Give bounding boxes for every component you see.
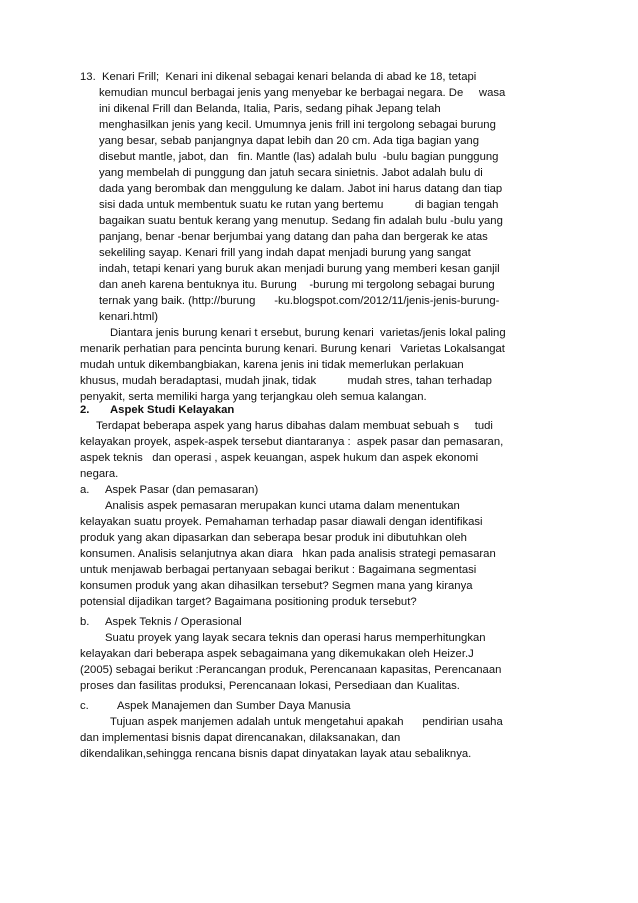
text-line: Terdapat beberapa aspek yang harus dibahas dalam membuat sebuah s tudi (96, 420, 493, 432)
text-line: yang membelah di punggung dan jatuh secara sinietnis. Jabot adalah bulu di (99, 167, 483, 179)
text-line: ini dikenal Frill dan Belanda, Italia, Paris, sedang pihak Jepang telah (99, 103, 441, 115)
subsection-heading: Aspek Pasar (dan pemasaran) (105, 484, 259, 496)
text-line: Suatu proyek yang layak secara teknis dan operasi harus memperhitungkan (105, 632, 486, 644)
text-line: konsumen produk yang akan dihasilkan tersebut? Segmen mana yang kiranya (80, 580, 473, 592)
text-line: Diantara jenis burung kenari t ersebut, burung kenari varietas/jenis lokal paling (110, 327, 506, 339)
text-line: dikendalikan,sehingga rencana bisnis dapat dinyatakan layak atau sebaliknya. (80, 748, 472, 760)
text-line: yang besar, sebab panjangnya dapat lebih dan 20 cm. Ada tiga bagian yang (99, 135, 479, 147)
text-line: penyakit, serta memiliki harga yang terjangkau oleh semua kalangan. (80, 391, 427, 403)
subsection-letter: c. (80, 700, 89, 712)
text-line: dan implementasi bisnis dapat direncanakan, dilaksanakan, dan (80, 732, 401, 744)
text-line: indah, tetapi kenari yang buruk akan menjadi burung yang memberi kesan ganjil (99, 263, 500, 275)
section-heading: Aspek Studi Kelayakan (110, 404, 235, 416)
text-line: produk yang akan dipasarkan dan seberapa besar produk ini dibutuhkan oleh (80, 532, 467, 544)
text-line: kenari.html) (99, 311, 159, 323)
text-line: ternak yang baik. (http://burung -ku.blogspot.com/2012/11/jenis-jenis-burung- (99, 295, 500, 307)
text-line: negara. (80, 468, 119, 480)
text-line: 13. Kenari Frill; Kenari ini dikenal sebagai kenari belanda di abad ke 18, tetapi (80, 71, 477, 83)
subsection-letter: a. (80, 484, 90, 496)
text-line: untuk menjawab berbagai pertanyaan sebagai berikut : Bagaimana segmentasi (80, 564, 477, 576)
text-line: dada yang berombak dan menggulung ke dalam. Jabot ini harus datang dan tiap (99, 183, 503, 195)
text-line: menarik perhatian para pencinta burung kenari. Burung kenari Varietas Lokalsangat (80, 343, 505, 355)
text-line: potensial dijadikan target? Bagaimana positioning produk tersebut? (80, 596, 417, 608)
text-line: kelayakan dari beberapa aspek sebagaimana yang dikemukakan oleh Heizer.J (80, 648, 474, 660)
text-line: Tujuan aspek manjemen adalah untuk mengetahui apakah pendirian usaha (110, 716, 503, 728)
text-line: bagaikan suatu bentuk kerang yang menutup. Sedang fin adalah bulu -bulu yang (99, 215, 503, 227)
text-line: khusus, mudah beradaptasi, mudah jinak, tidak mudah stres, tahan terhadap (80, 375, 492, 387)
text-line: panjang, benar -benar berjumbai yang datang dan paha dan bergerak ke atas (99, 231, 488, 243)
text-line: (2005) sebagai berikut :Perancangan produk, Perencanaan kapasitas, Perencanaan (80, 664, 502, 676)
text-line: kelayakan suatu proyek. Pemahaman terhadap pasar diawali dengan identifikasi (80, 516, 483, 528)
text-line: Analisis aspek pemasaran merupakan kunci utama dalam menentukan (105, 500, 460, 512)
subsection-letter: b. (80, 616, 90, 628)
text-line: menghasilkan jenis yang kecil. Umumnya jenis frill ini tergolong sebagai burung (99, 119, 496, 131)
section-number: 2. (80, 404, 90, 416)
subsection-heading: Aspek Manajemen dan Sumber Daya Manusia (117, 700, 351, 712)
text-line: proses dan fasilitas produksi, Perencanaan lokasi, Persediaan dan Kualitas. (80, 680, 460, 692)
text-line: disebut mantle, jabot, dan fin. Mantle (las) adalah bulu -bulu bagian punggung (99, 151, 499, 163)
subsection-heading: Aspek Teknis / Operasional (105, 616, 242, 628)
text-line: mudah untuk dikembangbiakan, karena jenis ini tidak memerlukan perlakuan (80, 359, 464, 371)
text-line: sisi dada untuk membentuk suatu ke rutan yang bertemu di bagian tengah (99, 199, 499, 211)
text-line: konsumen. Analisis selanjutnya akan diara hkan pada analisis strategi pemasaran (80, 548, 496, 560)
text-line: kelayakan proyek, aspek-aspek tersebut diantaranya : aspek pasar dan pemasaran, (80, 436, 504, 448)
text-line: aspek teknis dan operasi , aspek keuangan, aspek hukum dan aspek ekonomi (80, 452, 479, 464)
text-line: sekeliling sayap. Kenari frill yang indah dapat menjadi burung yang sangat (99, 247, 471, 259)
text-line: kemudian muncul berbagai jenis yang menyebar ke berbagai negara. De wasa (99, 87, 506, 99)
text-line: dan aneh karena bentuknya itu. Burung -burung mi tergolong sebagai burung (99, 279, 495, 291)
